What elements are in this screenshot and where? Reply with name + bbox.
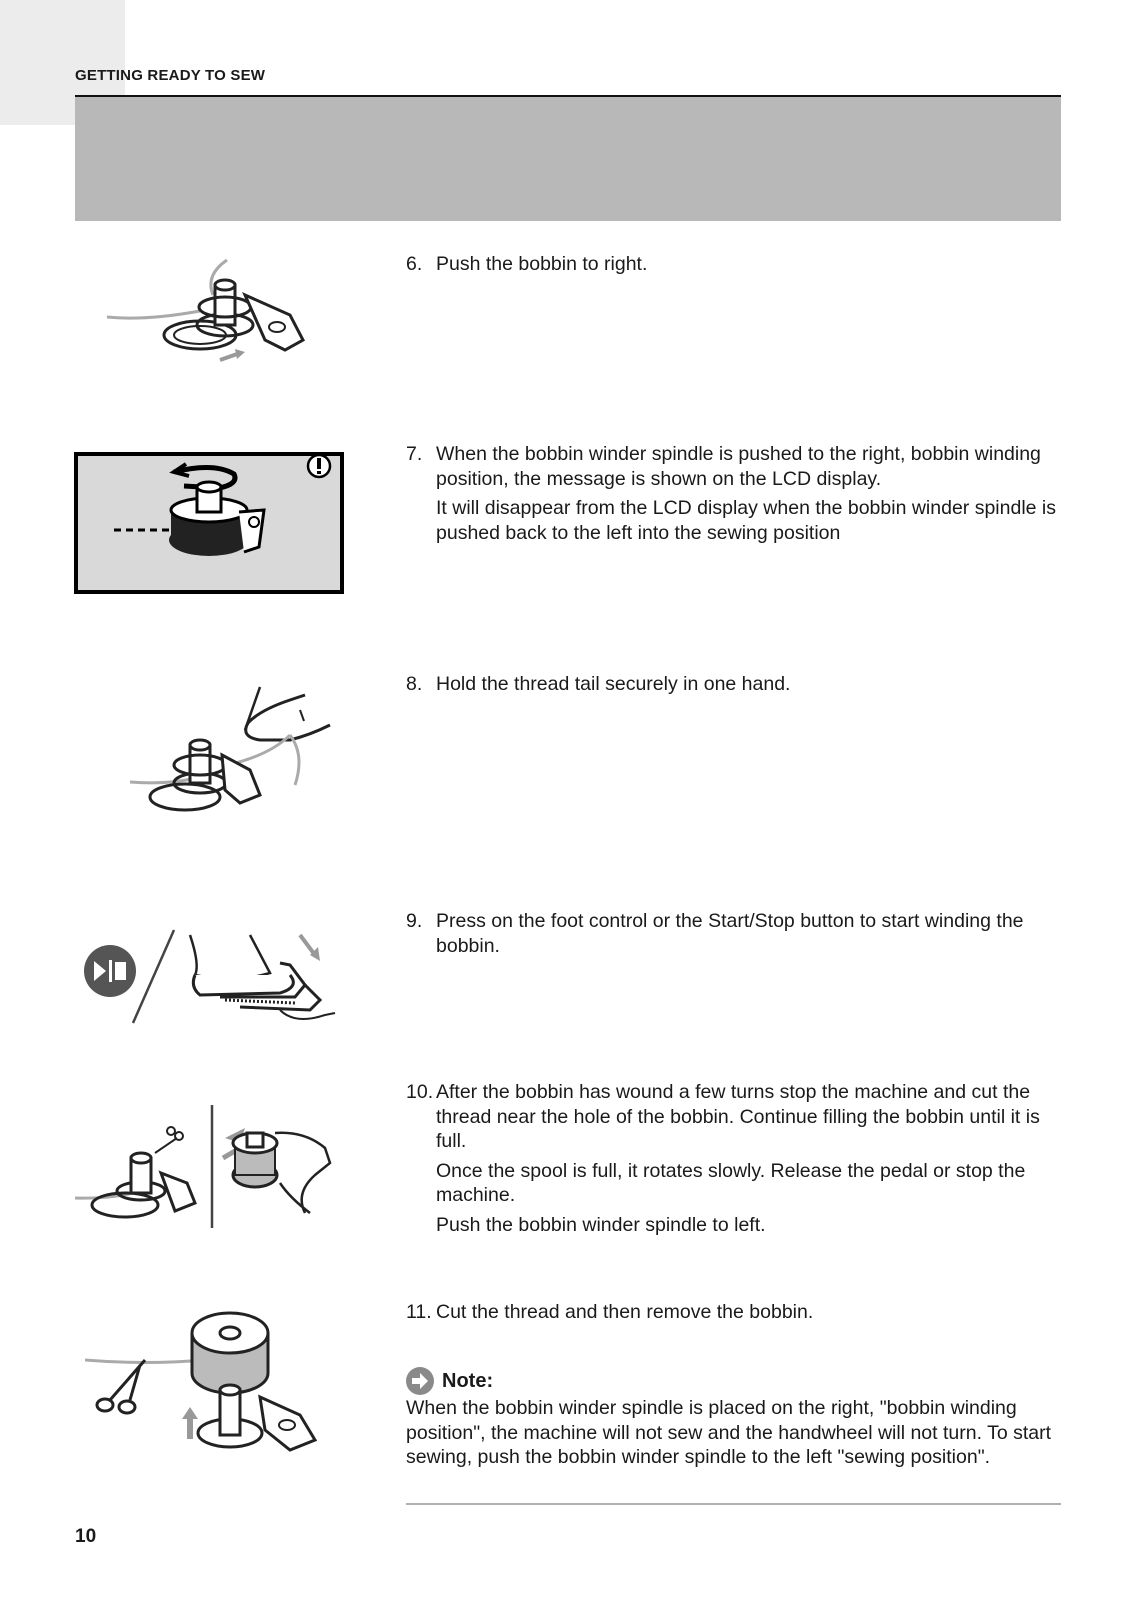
remove-bobbin-illustration <box>85 1305 330 1480</box>
step-text: Hold the thread tail securely in one hand. <box>436 673 791 695</box>
step-text-cont: Once the spool is full, it rotates slowly. Release the pedal or stop the machine. <box>436 1159 1026 1206</box>
step-number: 9. <box>406 910 423 932</box>
step-text: Cut the thread and then remove the bobbin. <box>436 1301 814 1323</box>
page-number: 10 <box>75 1526 97 1547</box>
step-8 <box>406 672 1056 697</box>
warning-icon <box>308 455 330 477</box>
gray-banner <box>75 97 1061 221</box>
hand-holding-thread-illustration <box>130 685 345 825</box>
step-text: Push the bobbin to right. <box>436 253 648 275</box>
step-number: 8. <box>406 673 423 695</box>
note-heading-label: Note: <box>442 1369 494 1392</box>
section-title: GETTING READY TO SEW <box>75 67 266 84</box>
arrow-icon <box>182 1407 198 1439</box>
step-number: 10. <box>406 1081 434 1103</box>
step-9 <box>406 909 1056 958</box>
step-6 <box>406 252 1056 277</box>
note-arrow-icon <box>406 1367 434 1395</box>
scissors-icon <box>97 1360 145 1413</box>
step-text: Press on the foot control or the Start/Stop button to start winding the bobbin. <box>436 910 1024 957</box>
step-7 <box>406 442 1056 545</box>
step-text: When the bobbin winder spindle is pushed to the right, bobbin winding position, the message is shown on the LCD display. <box>436 443 1041 490</box>
step-11 <box>406 1300 1056 1325</box>
step-number: 6. <box>406 253 423 275</box>
step-text: After the bobbin has wound a few turns stop the machine and cut the thread near the hole of the bobbin. Continue filling the bobbin until it is full. <box>436 1081 1040 1152</box>
step-text-cont: It will disappear from the LCD display when the bobbin winder spindle is pushed back to the left into the sewing position <box>436 497 1056 544</box>
bobbin-winder-illustration <box>105 255 315 375</box>
scissors-icon <box>155 1127 183 1153</box>
step-number: 11. <box>406 1301 432 1323</box>
step-number: 7. <box>406 443 423 465</box>
note-heading <box>406 1367 493 1395</box>
note-rule <box>406 1503 1061 1505</box>
step-text-cont: Push the bobbin winder spindle to left. <box>436 1213 766 1236</box>
bobbin-cut-thread-illustration <box>75 1103 340 1233</box>
foot-control-illustration <box>130 925 340 1030</box>
note-body: When the bobbin winder spindle is placed on the right, "bobbin winding position", the machine will not sew and the handwheel will not turn. To start sewing, push the bobbin winder spindle to the left "sewing position". <box>406 1397 1052 1468</box>
step-10 <box>406 1080 1056 1237</box>
lcd-bobbin-message-icon <box>74 452 344 594</box>
